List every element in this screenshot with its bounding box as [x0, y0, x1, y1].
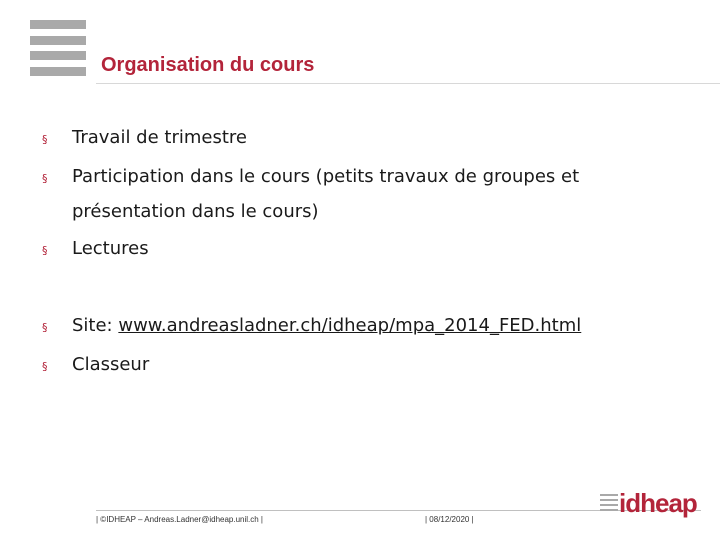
bullet-marker: §	[42, 172, 48, 185]
bullet-text: Lectures	[72, 238, 149, 259]
bullet-text: Classeur	[72, 354, 150, 375]
bullet-text	[72, 315, 581, 336]
slide-title: Organisation du cours	[101, 54, 315, 76]
footer-date: | 08/12/2020 |	[425, 515, 474, 524]
bullet-marker: §	[42, 360, 48, 373]
bullet-text: Travail de trimestre	[72, 127, 247, 148]
bullet-marker: §	[42, 133, 48, 146]
logo-lines-icon	[600, 494, 618, 514]
site-prefix: Site:	[72, 315, 119, 336]
bullet-text: Participation dans le cours (petits travaux de groupes et	[72, 166, 580, 187]
logo-wordmark: idheap	[619, 488, 697, 518]
bullet-marker: §	[42, 244, 48, 257]
header-logo-bars	[30, 20, 86, 76]
idheap-logo	[600, 488, 697, 522]
bullet-marker: §	[42, 321, 48, 334]
footer-contact: | ©IDHEAP – Andreas.Ladner@idheap.unil.ch |	[96, 515, 264, 524]
site-link[interactable]: www.andreasladner.ch/idheap/mpa_2014_FED.html	[118, 315, 582, 336]
bullet-continuation: présentation dans le cours)	[72, 201, 319, 222]
title-divider	[96, 83, 720, 84]
